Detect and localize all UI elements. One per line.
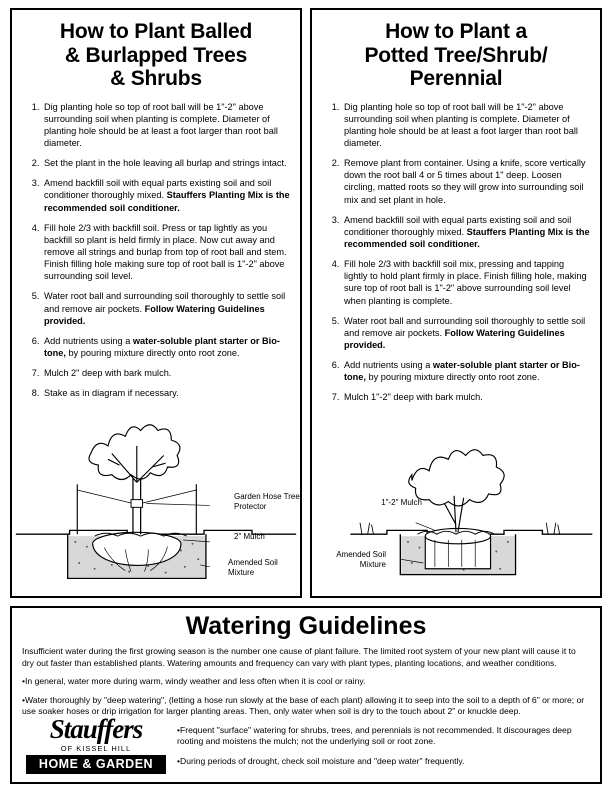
- right-panel-title: [320, 20, 592, 91]
- list-item: 4. Fill hole 2/3 with backfill soil mix, pressing and tapping lightly to hold plant firmly in place. Finish filling hole, making sure top of root ball is 1"-2" above surrounding soil level when planting is complete.: [342, 258, 590, 307]
- panel-potted: [310, 8, 602, 598]
- stauffers-logo: [26, 716, 166, 774]
- planting-instructions-columns: [10, 8, 602, 598]
- list-item: 5. Water root ball and surrounding soil thoroughly to settle soil and remove air pockets. Follow Watering Guidelines provided.: [42, 290, 290, 326]
- right-title-line-3: Perennial: [409, 67, 503, 91]
- watering-bullet-3: •Frequent "surface" watering for shrubs, trees, and perennials is not recommended. It discourages deep rooting and moistens the mulch; not the underlying soil or root zone.: [177, 724, 572, 747]
- list-item: 5. Water root ball and surrounding soil thoroughly to settle soil and remove air pockets. Follow Watering Guidelines provided.: [342, 315, 590, 351]
- balled-burlapped-diagram: [12, 386, 300, 596]
- list-item: 6. Add nutrients using a water-soluble plant starter or Bio-tone, by pouring mixture directly onto root zone.: [42, 335, 290, 359]
- logo-wordmark: Stauffers: [49, 714, 143, 744]
- right-title-line-1: How to Plant a: [385, 20, 527, 43]
- right-steps-list: [320, 101, 592, 404]
- list-item: 7. Mulch 2" deep with bark mulch.: [42, 367, 290, 379]
- left-steps-list: [20, 101, 292, 400]
- label-hose-protector: Garden Hose Tree Protector: [234, 492, 300, 511]
- left-panel-title: [20, 20, 292, 91]
- list-item: 7. Mulch 1"-2" deep with bark mulch.: [342, 391, 590, 403]
- list-item: 2. Remove plant from container. Using a knife, score vertically down the root ball 4 or 5 times about 1" deep. Loosen circling, matted roots so they will grow into surrounding soil mix and set plant in hole.: [342, 157, 590, 206]
- watering-title: Watering Guidelines: [185, 612, 427, 640]
- watering-bullet-4: •During periods of drought, check soil moisture and "deep water" frequently.: [177, 755, 465, 766]
- logo-division-bar: HOME & GARDEN: [26, 755, 166, 774]
- watering-bullet-2: •Water thoroughly by "deep watering", (letting a hose run slowly at the base of each plant) allowing it to seep into the soil to a depth of 6" or more; or use soaker hoses or drip irrigation for larger planting areas. Then, only water when soil is dry to the touch about 2" or knuckle deep.: [22, 694, 585, 717]
- right-title-line-2: Potted Tree/Shrub/: [364, 43, 548, 67]
- list-item: 1. Dig planting hole so top of root ball will be 1"-2" above surrounding soil when planting is complete. Diameter of planting hole should be at least a foot larger than root ball diameter.: [42, 101, 290, 150]
- list-item: 3. Amend backfill soil with equal parts existing soil and soil conditioner thoroughly mixed. Stauffers Planting Mix is the recommended soil conditioner.: [342, 214, 590, 250]
- left-title-line-1: How to Plant Balled: [59, 20, 253, 43]
- list-item: 4. Fill hole 2/3 with backfill soil. Press or tap lightly as you backfill so plant is held firmly in place. Now cut away and remove all strings and burlap from top of root ball and stem. Finish filling hole making sure top of root ball is 1"-2" above surrounding soil level.: [42, 222, 290, 283]
- watering-guidelines-section: [10, 606, 602, 784]
- label-mulch-depth: 1"-2" Mulch: [381, 498, 422, 507]
- potted-plant-diagram: [312, 386, 600, 596]
- logo-subtitle: OF KISSEL HILL: [60, 744, 132, 753]
- left-title-line-2: & Burlapped Trees: [64, 43, 248, 67]
- label-mulch: 2" Mulch: [234, 532, 265, 541]
- list-item: 6. Add nutrients using a water-soluble plant starter or Bio-tone, by pouring mixture directly onto root zone.: [342, 359, 590, 383]
- label-amended-soil: Amended Soil Mixture: [336, 550, 386, 569]
- list-item: 8. Stake as in diagram if necessary.: [42, 387, 290, 399]
- watering-intro: Insufficient water during the first growing season is the number one cause of plant failure. The limited root system of your new plant will cause it to dry out faster than established plants. Watering amounts and frequency can vary with plant types, planting locations, and weather conditions.: [22, 646, 576, 668]
- list-item: 1. Dig planting hole so top of root ball will be 1"-2" above surrounding soil when planting is complete. Diameter of planting hole should be at least a foot larger than root ball diameter.: [342, 101, 590, 150]
- list-item: 3. Amend backfill soil with equal parts existing soil and soil conditioner thoroughly mixed. Stauffers Planting Mix is the recommended soil conditioner.: [42, 177, 290, 213]
- watering-bullets-right: [177, 725, 590, 768]
- list-item: 2. Set the plant in the hole leaving all burlap and strings intact.: [42, 157, 290, 169]
- left-title-line-3: & Shrubs: [110, 67, 202, 91]
- panel-balled-burlapped: [10, 8, 302, 598]
- watering-bullet-1: •In general, water more during warm, windy weather and less often when it is cool or rainy.: [22, 676, 366, 687]
- label-amended-soil: Amended Soil Mixture: [228, 558, 278, 577]
